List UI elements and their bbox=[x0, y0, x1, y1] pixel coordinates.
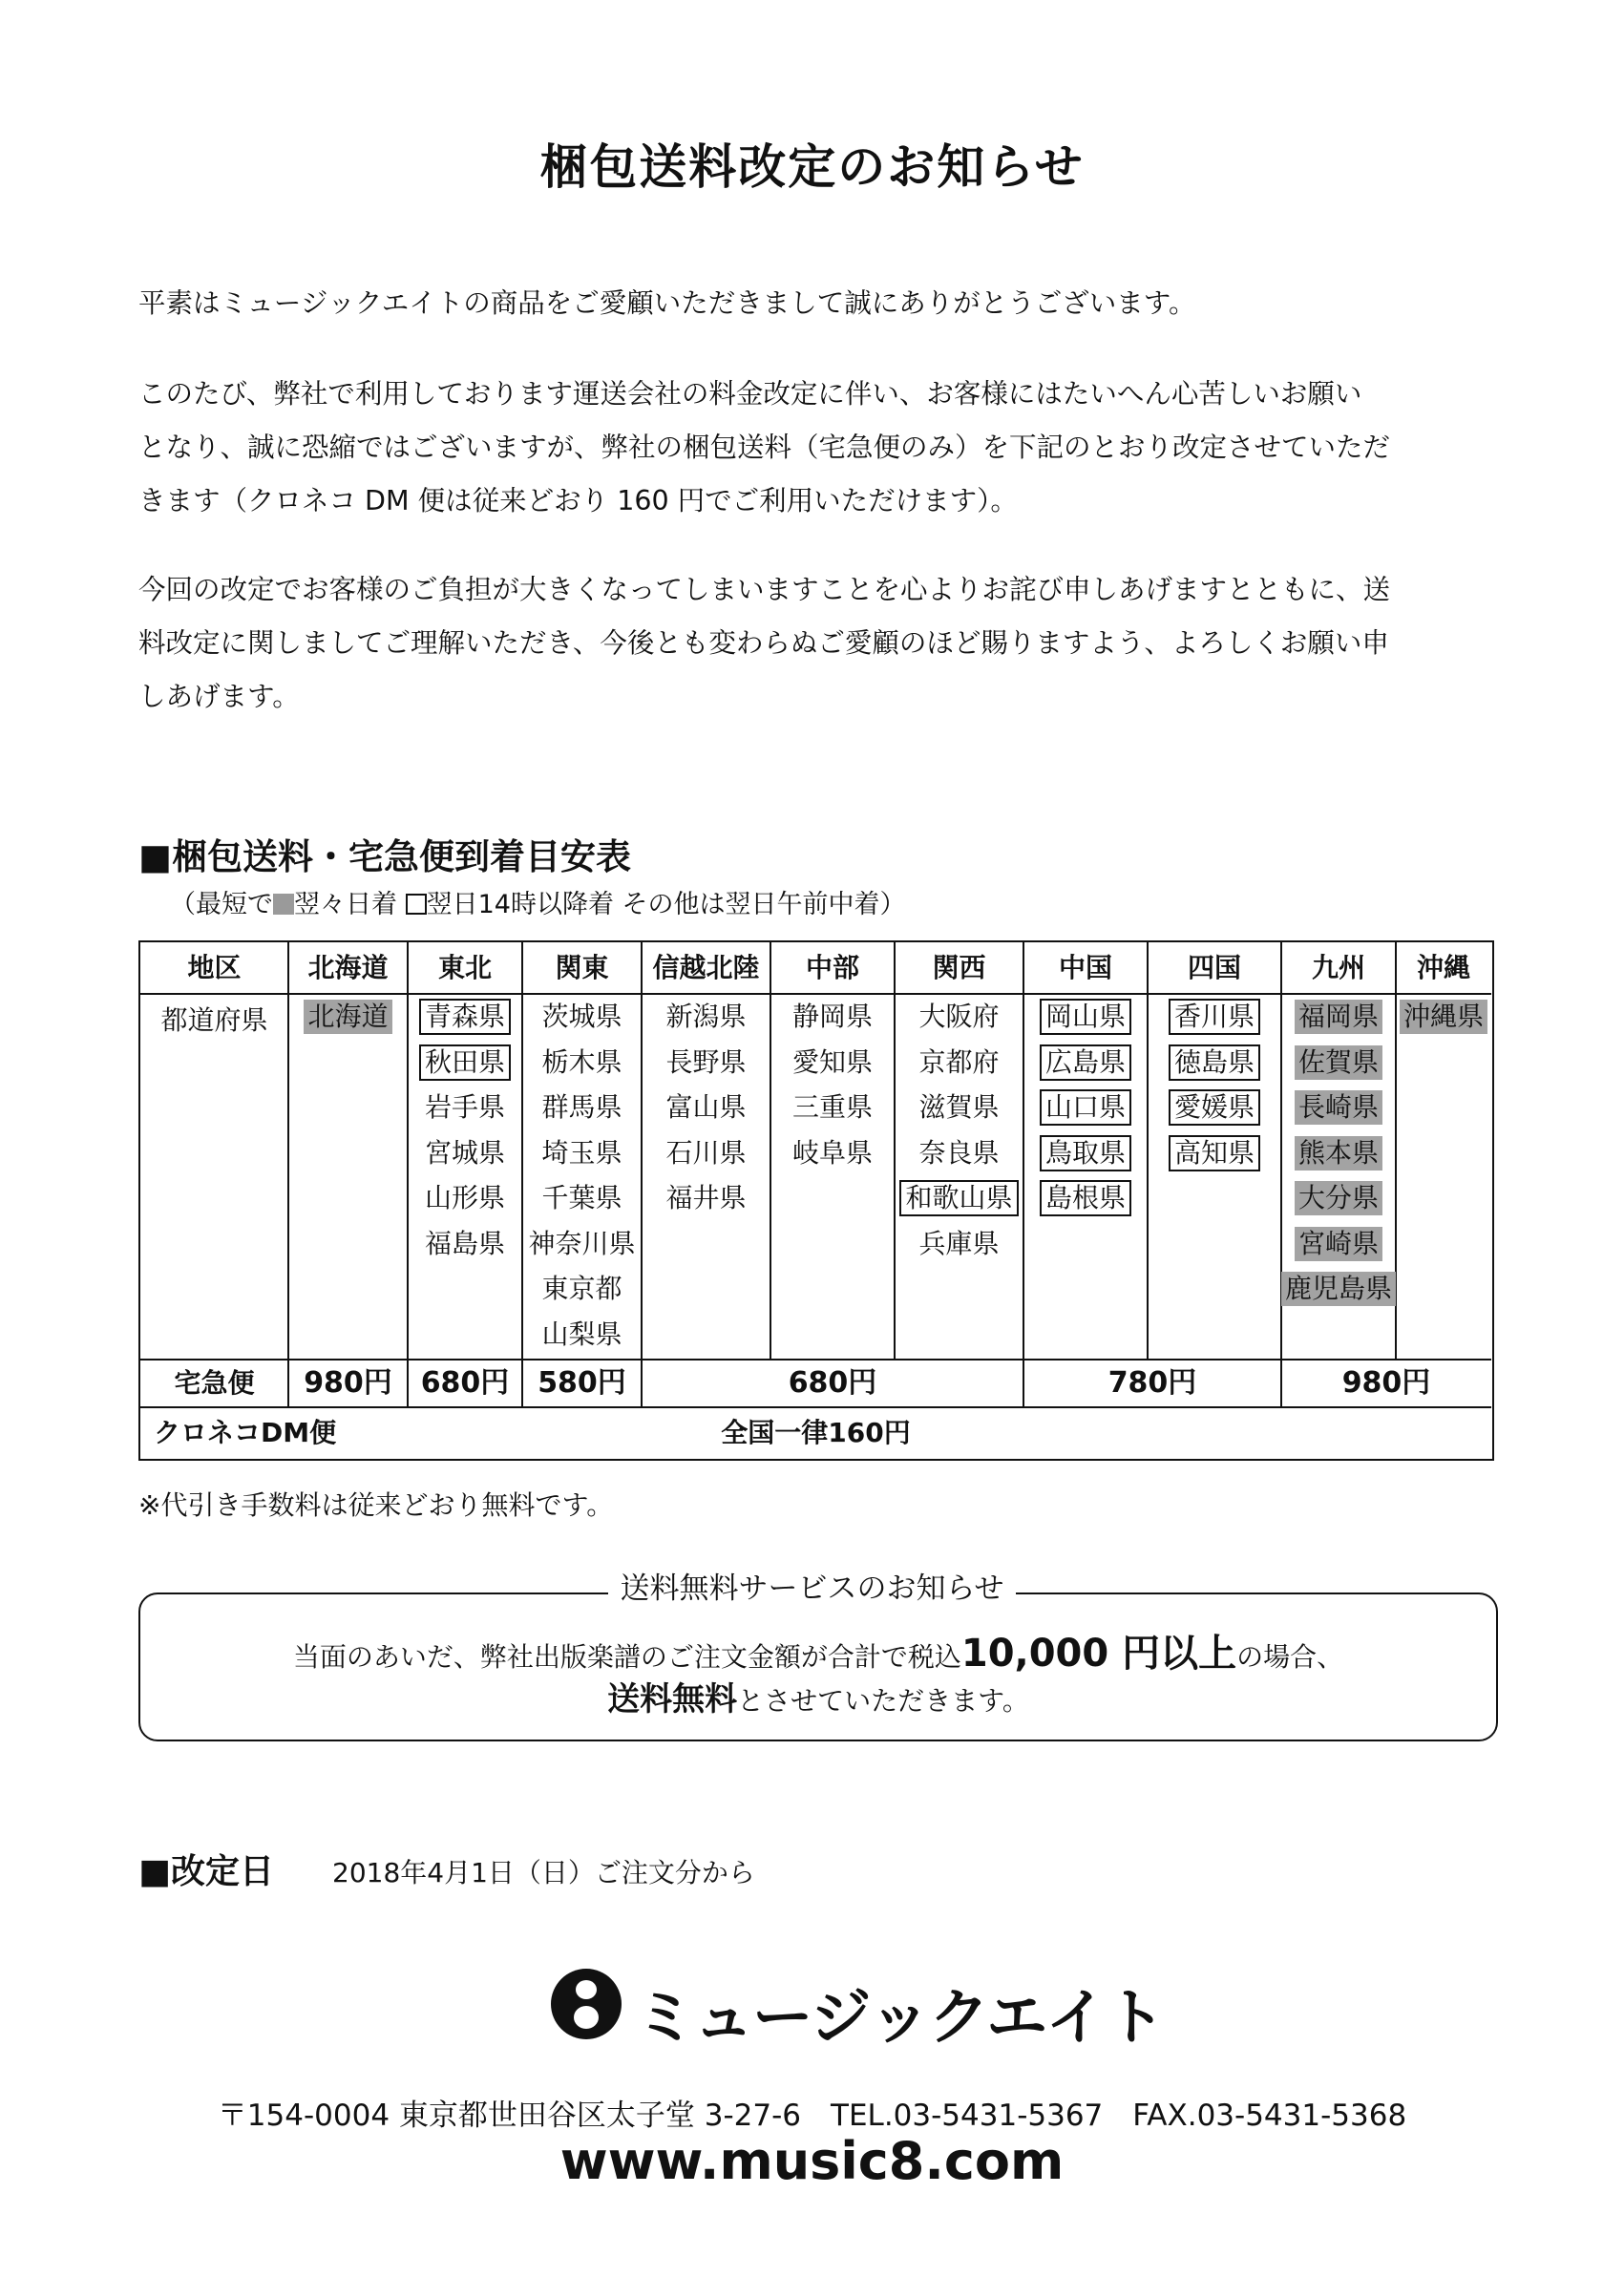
prefecture-row bbox=[895, 1221, 1023, 1267]
prefecture-row bbox=[1396, 994, 1491, 1040]
prefecture-list bbox=[1281, 994, 1396, 1312]
prefecture-name: 熊本県 bbox=[1295, 1136, 1382, 1171]
notice-line-1: このたび、弊社で利用しております運送会社の料金改定に伴い、お客様にはたいへん心苦しいお願い bbox=[138, 378, 1362, 410]
prefecture-row bbox=[288, 994, 408, 1040]
table-header-label: 地区 bbox=[187, 952, 242, 983]
prefecture-row-label: 都道府県 bbox=[160, 1004, 268, 1036]
prefecture-name: 宮崎県 bbox=[1295, 1227, 1382, 1261]
legend-note bbox=[170, 883, 906, 920]
prefecture-name: 青森県 bbox=[419, 999, 511, 1035]
prefecture-row bbox=[1148, 1085, 1281, 1130]
prefecture-row bbox=[1281, 1040, 1396, 1086]
region-header: 中部 bbox=[805, 952, 859, 983]
free-shipping-line-2 bbox=[138, 1673, 1498, 1719]
legend-suffix: その他は翌日午前中着） bbox=[622, 890, 906, 919]
prefecture-name: 京都府 bbox=[918, 1045, 1000, 1078]
region-header: 関西 bbox=[932, 952, 986, 983]
prefecture-row bbox=[770, 1130, 895, 1176]
prefecture-list bbox=[895, 994, 1023, 1266]
prefecture-name: 三重県 bbox=[791, 1091, 873, 1123]
company-logo-text: ミュージックエイト bbox=[635, 1983, 1165, 2054]
prefecture-name: 長崎県 bbox=[1295, 1090, 1382, 1125]
prefecture-name: 北海道 bbox=[304, 1000, 391, 1034]
section-title: ■梱包送料・宅急便到着目安表 bbox=[138, 836, 631, 877]
region-header: 北海道 bbox=[307, 952, 389, 983]
company-logo-icon bbox=[549, 1967, 623, 2045]
prefecture-list bbox=[642, 994, 770, 1221]
prefecture-row bbox=[642, 1040, 770, 1086]
prefecture-row bbox=[522, 994, 642, 1040]
price-vline bbox=[1023, 1360, 1024, 1407]
prefecture-name: 長野県 bbox=[665, 1045, 747, 1078]
region-header: 沖縄 bbox=[1416, 952, 1470, 983]
prefecture-row bbox=[408, 1085, 522, 1130]
greeting-paragraph bbox=[138, 277, 1494, 330]
prefecture-name: 千葉県 bbox=[541, 1182, 622, 1213]
prefecture-name: 香川県 bbox=[1169, 999, 1260, 1035]
price-vline bbox=[407, 1360, 409, 1407]
prefecture-row bbox=[642, 994, 770, 1040]
prefecture-row bbox=[1023, 1040, 1148, 1086]
company-website: www.music8.com bbox=[559, 2131, 1065, 2191]
prefecture-row bbox=[642, 1175, 770, 1221]
prefecture-name: 福岡県 bbox=[1295, 1000, 1382, 1034]
prefecture-row bbox=[1023, 1130, 1148, 1176]
takkyubin-price: 780円 bbox=[1107, 1366, 1197, 1400]
prefecture-name: 沖縄県 bbox=[1400, 1000, 1487, 1034]
takkyubin-label: 宅急便 bbox=[174, 1367, 255, 1399]
prefecture-name: 大阪府 bbox=[918, 1001, 1000, 1032]
prefecture-row bbox=[642, 1085, 770, 1130]
prefecture-row bbox=[522, 1312, 642, 1358]
prefecture-row bbox=[1148, 1040, 1281, 1086]
prefecture-name: 大分県 bbox=[1295, 1181, 1382, 1215]
prefecture-row bbox=[522, 1175, 642, 1221]
prefecture-row bbox=[770, 994, 895, 1040]
page-title: 梱包送料改定のお知らせ bbox=[539, 139, 1085, 195]
prefecture-row bbox=[1148, 1130, 1281, 1176]
price-vline bbox=[521, 1360, 523, 1407]
prefecture-name: 岐阜県 bbox=[791, 1136, 873, 1169]
apology-paragraph bbox=[138, 563, 1494, 724]
prefecture-row bbox=[895, 1085, 1023, 1130]
prefecture-row bbox=[1281, 1175, 1396, 1221]
prefecture-row bbox=[895, 1175, 1023, 1221]
prefecture-name: 山形県 bbox=[424, 1182, 505, 1213]
prefecture-name: 埼玉県 bbox=[541, 1136, 622, 1169]
prefecture-row bbox=[522, 1221, 642, 1267]
prefecture-name: 宮城県 bbox=[424, 1136, 505, 1169]
prefecture-row bbox=[895, 994, 1023, 1040]
dm-label: クロネコDM便 bbox=[154, 1417, 337, 1448]
prefecture-name: 福井県 bbox=[665, 1182, 747, 1213]
region-header: 関東 bbox=[555, 952, 609, 983]
takkyubin-price: 980円 bbox=[1341, 1366, 1431, 1400]
takkyubin-price: 980円 bbox=[304, 1366, 392, 1400]
prefecture-name: 島根県 bbox=[1040, 1180, 1131, 1216]
prefecture-row bbox=[1023, 1175, 1148, 1221]
revision-date-value: 2018年4月1日（日）ご注文分から bbox=[332, 1857, 755, 1888]
prefecture-list bbox=[408, 994, 522, 1266]
prefecture-row bbox=[408, 1040, 522, 1086]
prefecture-name: 神奈川県 bbox=[528, 1227, 636, 1259]
prefecture-name: 群馬県 bbox=[541, 1091, 622, 1123]
prefecture-name: 徳島県 bbox=[1169, 1044, 1260, 1081]
prefecture-name: 愛媛県 bbox=[1169, 1089, 1260, 1126]
prefecture-name: 石川県 bbox=[665, 1136, 747, 1169]
prefecture-name: 山口県 bbox=[1040, 1089, 1131, 1126]
prefecture-name: 福島県 bbox=[424, 1227, 505, 1259]
region-header: 九州 bbox=[1311, 952, 1365, 983]
prefecture-row bbox=[522, 1040, 642, 1086]
prefecture-row bbox=[1148, 994, 1281, 1040]
prefecture-name: 佐賀県 bbox=[1295, 1045, 1382, 1080]
prefecture-row bbox=[408, 994, 522, 1040]
prefecture-name: 愛知県 bbox=[791, 1045, 873, 1078]
apology-line-3: しあげます。 bbox=[138, 681, 300, 712]
legend-box-label: 翌日14時以降着 bbox=[426, 890, 614, 919]
region-header: 中国 bbox=[1058, 952, 1112, 983]
free-line1-a: 当面のあいだ、弊社出版楽譜のご注文金額が合計で税込 bbox=[292, 1641, 961, 1673]
prefecture-list bbox=[770, 994, 895, 1175]
prefecture-row bbox=[1023, 1085, 1148, 1130]
prefecture-row bbox=[522, 1085, 642, 1130]
legend-gray-label: 翌々日着 bbox=[294, 890, 397, 919]
free-threshold: 10,000 円以上 bbox=[960, 1632, 1237, 1676]
prefecture-row bbox=[408, 1130, 522, 1176]
prefecture-row bbox=[1281, 1221, 1396, 1267]
takkyubin-price: 680円 bbox=[788, 1366, 877, 1400]
prefecture-list bbox=[1148, 994, 1281, 1175]
prefecture-name: 栃木県 bbox=[541, 1045, 622, 1078]
notice-line-2: となり、誠に恐縮ではございますが、弊社の梱包送料（宅急便のみ）を下記のとおり改定させていただ bbox=[138, 432, 1391, 463]
prefecture-name: 富山県 bbox=[665, 1091, 747, 1123]
prefecture-row bbox=[1281, 1085, 1396, 1130]
prefecture-row bbox=[408, 1221, 522, 1267]
dm-price: 全国一律160円 bbox=[721, 1417, 911, 1448]
prefecture-row bbox=[895, 1040, 1023, 1086]
shipping-table bbox=[138, 940, 1494, 1461]
price-vline bbox=[287, 1360, 289, 1407]
takkyubin-price: 680円 bbox=[420, 1366, 510, 1400]
price-vline bbox=[641, 1360, 643, 1407]
prefecture-name: 岡山県 bbox=[1040, 999, 1131, 1035]
prefecture-name: 滋賀県 bbox=[918, 1091, 1000, 1123]
apology-line-1: 今回の改定でお客様のご負担が大きくなってしまいますことを心よりお詫び申しあげますとともに、送 bbox=[138, 574, 1391, 605]
prefecture-name: 和歌山県 bbox=[899, 1180, 1018, 1216]
prefecture-list bbox=[1396, 994, 1491, 1040]
prefecture-name: 山梨県 bbox=[541, 1318, 622, 1350]
prefecture-name: 岩手県 bbox=[424, 1091, 505, 1123]
company-address: 〒154-0004 東京都世田谷区太子堂 3-27-6 TEL.03-5431-5367 FAX.03-5431-5368 bbox=[217, 2099, 1407, 2133]
box-square-icon bbox=[406, 894, 427, 915]
revision-date-label: ■改定日 bbox=[138, 1852, 275, 1891]
prefecture-name: 静岡県 bbox=[791, 1001, 873, 1032]
prefecture-row bbox=[895, 1130, 1023, 1176]
prefecture-name: 秋田県 bbox=[419, 1044, 511, 1081]
greeting-line: 平素はミュージックエイトの商品をご愛顧いただきまして誠にありがとうございます。 bbox=[138, 287, 1196, 319]
free-line2-b: とさせていただきます。 bbox=[737, 1685, 1029, 1717]
prefecture-list bbox=[1023, 994, 1148, 1221]
prefecture-row bbox=[642, 1130, 770, 1176]
apology-line-2: 料改定に関しましてご理解いただき、今後とも変わらぬご愛顧のほど賜りますよう、よろしくお願い申 bbox=[138, 627, 1389, 659]
free-shipping-title bbox=[0, 1564, 1624, 1607]
free-shipping-title-text: 送料無料サービスのお知らせ bbox=[608, 1571, 1015, 1606]
notice-paragraph bbox=[138, 368, 1494, 528]
table-footnote: ※代引き手数料は従来どおり無料です。 bbox=[138, 1489, 614, 1521]
prefecture-row bbox=[522, 1266, 642, 1312]
prefecture-row bbox=[522, 1130, 642, 1176]
prefecture-name: 高知県 bbox=[1169, 1135, 1260, 1171]
prefecture-row bbox=[1023, 994, 1148, 1040]
prefecture-name: 新潟県 bbox=[665, 1001, 747, 1032]
prefecture-name: 東京都 bbox=[541, 1273, 622, 1304]
prefecture-row bbox=[1281, 1266, 1396, 1312]
prefecture-list bbox=[288, 994, 408, 1040]
prefecture-list bbox=[522, 994, 642, 1357]
legend-prefix: （最短で bbox=[170, 890, 273, 919]
prefecture-row bbox=[1281, 1130, 1396, 1176]
region-header: 東北 bbox=[437, 952, 492, 983]
region-header: 四国 bbox=[1187, 952, 1241, 983]
free-line1-c: の場合、 bbox=[1236, 1641, 1344, 1673]
prefecture-name: 兵庫県 bbox=[918, 1227, 1000, 1259]
prefecture-name: 広島県 bbox=[1040, 1044, 1131, 1081]
notice-line-3: きます（クロネコ DM 便は従来どおり 160 円でご利用いただけます）。 bbox=[138, 485, 1018, 517]
prefecture-name: 鳥取県 bbox=[1040, 1135, 1131, 1171]
prefecture-name: 茨城県 bbox=[541, 1001, 622, 1032]
takkyubin-price: 580円 bbox=[538, 1366, 626, 1400]
free-shipping-line-1 bbox=[138, 1623, 1498, 1677]
gray-square-icon bbox=[273, 894, 294, 915]
prefecture-name: 奈良県 bbox=[918, 1136, 1000, 1169]
price-vline bbox=[1280, 1360, 1282, 1407]
free-shipping-emphasis: 送料無料 bbox=[607, 1680, 738, 1719]
prefecture-row bbox=[408, 1175, 522, 1221]
prefecture-row bbox=[770, 1085, 895, 1130]
prefecture-name: 鹿児島県 bbox=[1281, 1272, 1396, 1306]
prefecture-row bbox=[770, 1040, 895, 1086]
region-header: 信越北陸 bbox=[652, 952, 760, 983]
prefecture-row bbox=[1281, 994, 1396, 1040]
